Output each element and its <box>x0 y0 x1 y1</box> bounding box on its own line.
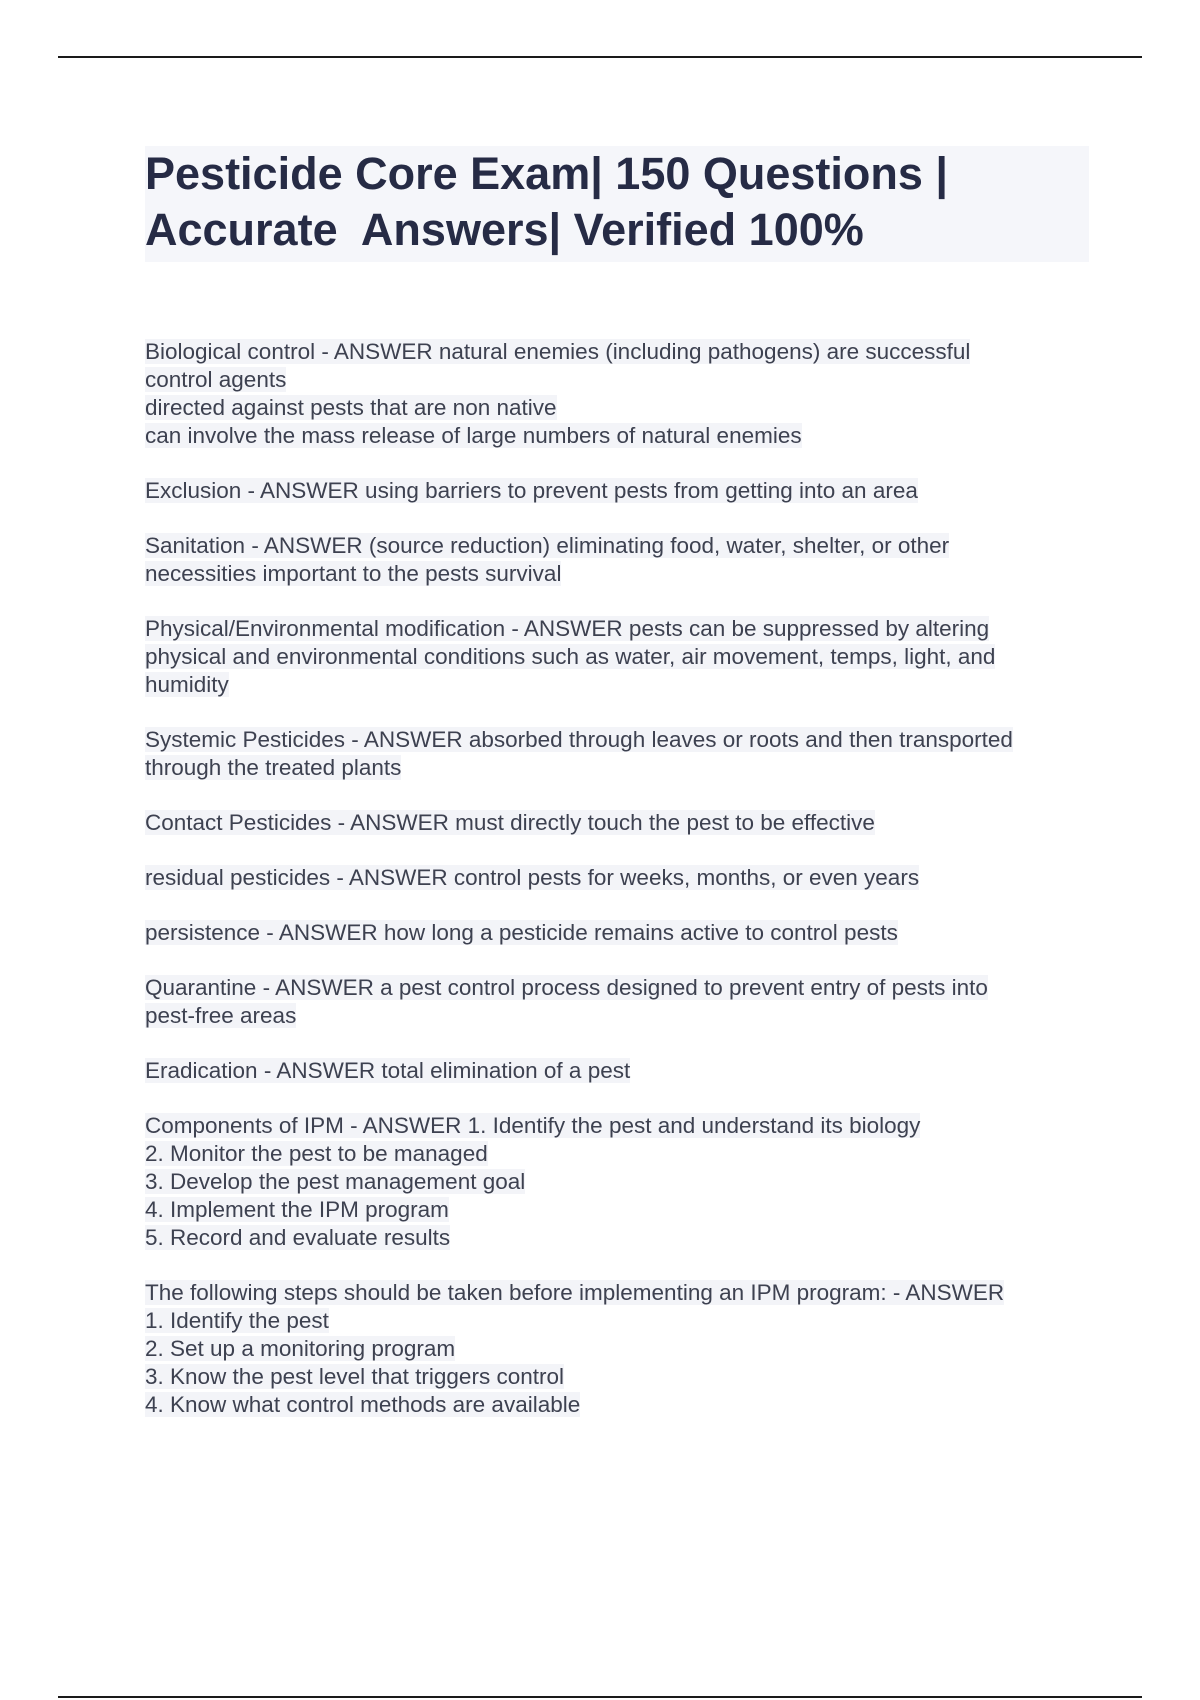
entry-line: 3. Know the pest level that triggers control <box>145 1364 564 1389</box>
entry-line: Systemic Pesticides - ANSWER absorbed through leaves or roots and then transported <box>145 727 1013 752</box>
qa-entry <box>145 1112 1095 1252</box>
entry-line: 5. Record and evaluate results <box>145 1225 451 1250</box>
title-line: Pesticide Core Exam| 150 Questions | <box>145 148 949 199</box>
entry-line: 3. Develop the pest management goal <box>145 1169 526 1194</box>
entry-line: residual pesticides - ANSWER control pests for weeks, months, or even years <box>145 865 920 890</box>
entry-line: control agents <box>145 367 287 392</box>
entry-line: Physical/Environmental modification - ANSWER pests can be suppressed by altering <box>145 616 990 641</box>
entry-line: can involve the mass release of large numbers of natural enemies <box>145 423 802 448</box>
entry-line: Contact Pesticides - ANSWER must directly touch the pest to be effective <box>145 810 875 835</box>
qa-entry <box>145 1057 1095 1085</box>
title-line: Accurate Answers| Verified 100% <box>145 204 864 255</box>
title-block <box>145 146 1089 262</box>
entry-line: 2. Monitor the pest to be managed <box>145 1141 488 1166</box>
entry-line: Eradication - ANSWER total elimination of a pest <box>145 1058 631 1083</box>
entry-line: necessities important to the pests survival <box>145 561 562 586</box>
qa-entry <box>145 726 1095 782</box>
qa-entry <box>145 864 1095 892</box>
entry-line: physical and environmental conditions such as water, air movement, temps, light, and <box>145 644 996 669</box>
qa-entry <box>145 477 1095 505</box>
top-divider <box>58 56 1142 58</box>
entry-line: 4. Implement the IPM program <box>145 1197 449 1222</box>
qa-entry <box>145 338 1095 450</box>
entry-line: through the treated plants <box>145 755 402 780</box>
entry-line: Sanitation - ANSWER (source reduction) eliminating food, water, shelter, or other <box>145 533 950 558</box>
qa-entry <box>145 1279 1095 1419</box>
qa-entry <box>145 615 1095 699</box>
entry-line: pest-free areas <box>145 1003 297 1028</box>
qa-entry <box>145 532 1095 588</box>
entry-line: 1. Identify the pest <box>145 1308 329 1333</box>
qa-entry <box>145 974 1095 1030</box>
entry-line: persistence - ANSWER how long a pesticide remains active to control pests <box>145 920 898 945</box>
entry-line: directed against pests that are non native <box>145 395 557 420</box>
entry-line: Exclusion - ANSWER using barriers to prevent pests from getting into an area <box>145 478 918 503</box>
entry-line: 4. Know what control methods are available <box>145 1392 581 1417</box>
entry-line: Components of IPM - ANSWER 1. Identify the pest and understand its biology <box>145 1113 921 1138</box>
entry-line: Biological control - ANSWER natural enemies (including pathogens) are successful <box>145 339 971 364</box>
qa-entry <box>145 919 1095 947</box>
bottom-divider <box>58 1696 1142 1698</box>
entry-line: 2. Set up a monitoring program <box>145 1336 456 1361</box>
document-title <box>145 146 1089 258</box>
entry-line: humidity <box>145 672 229 697</box>
entry-line: The following steps should be taken before implementing an IPM program: - ANSWER <box>145 1280 1005 1305</box>
qa-content <box>145 338 1095 1446</box>
entry-line: Quarantine - ANSWER a pest control process designed to prevent entry of pests into <box>145 975 988 1000</box>
qa-entry <box>145 809 1095 837</box>
